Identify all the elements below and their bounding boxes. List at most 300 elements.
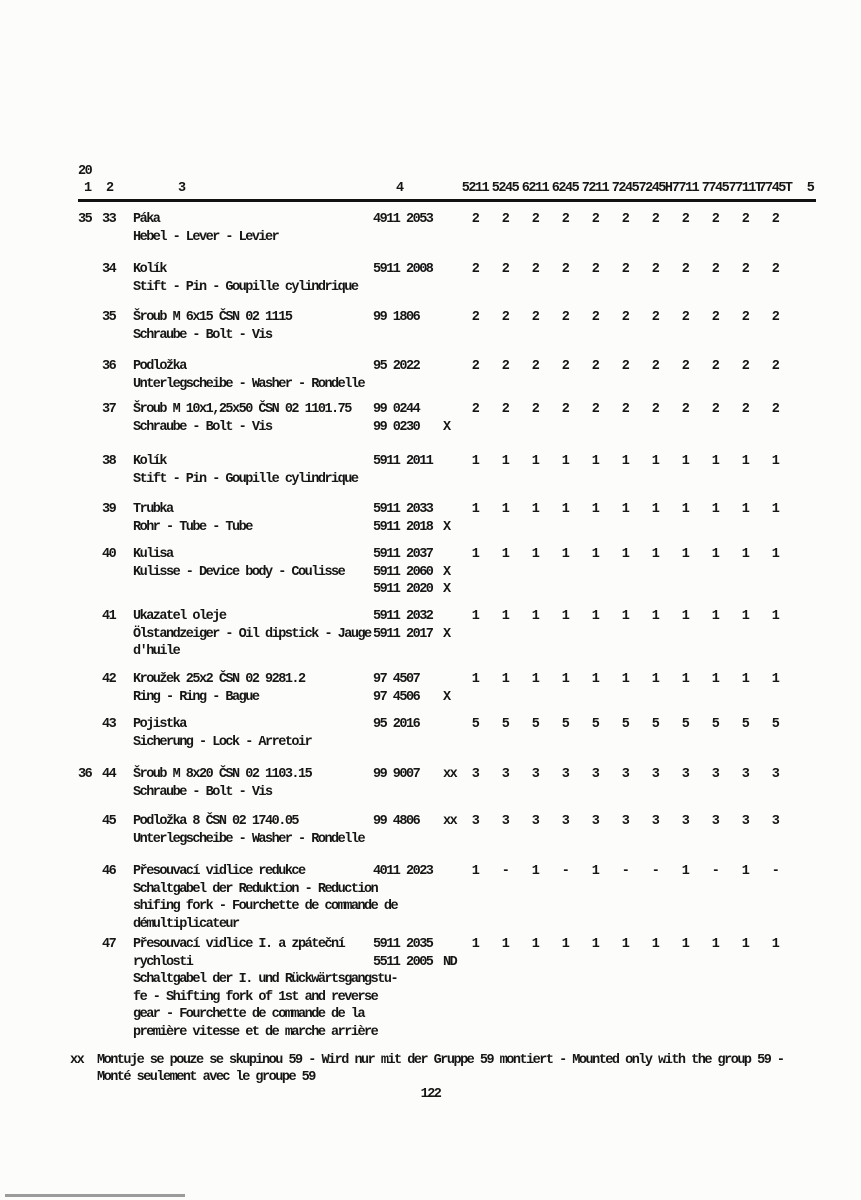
quantity-columns	[460, 716, 790, 734]
part-number-column	[373, 608, 460, 643]
quantity-cell: 2	[771, 212, 779, 227]
footnote-mark: xx	[70, 1053, 84, 1068]
part-mark	[435, 211, 460, 229]
part-number-column	[373, 501, 460, 536]
part-line	[373, 766, 460, 784]
description-column	[133, 546, 373, 581]
quantity-cell: 1	[711, 502, 719, 517]
quantity-cell: 1	[741, 609, 749, 624]
quantity-cell: 1	[621, 609, 629, 624]
table-row	[78, 671, 790, 706]
quantity-cell: 3	[651, 767, 659, 782]
item-number: 40	[102, 547, 116, 562]
quantity-cell: 1	[471, 502, 479, 517]
description-column	[133, 608, 373, 661]
part-mark	[435, 863, 460, 881]
quantity-cell: 5	[741, 717, 749, 732]
quantity-cell: 1	[531, 547, 539, 562]
description-line: Sicherung - Lock - Arretoir	[133, 734, 312, 750]
quantity-cell: 1	[471, 547, 479, 562]
quantity-cell: 3	[621, 767, 629, 782]
part-line	[373, 401, 460, 419]
quantity-cell: -	[501, 864, 509, 879]
quantity-cell: 1	[651, 672, 659, 687]
quantity-columns	[460, 358, 790, 376]
quantity-cell: 5	[621, 717, 629, 732]
quantity-cell: -	[711, 864, 719, 879]
part-mark	[435, 501, 460, 519]
item-number: 39	[102, 502, 116, 517]
quantity-cell: 3	[561, 767, 569, 782]
part-mark: X	[443, 689, 450, 705]
part-number-column	[373, 358, 460, 376]
quantity-cell: 1	[621, 937, 629, 952]
quantity-cell: 1	[561, 547, 569, 562]
description-line: d'huile	[133, 644, 180, 659]
quantity-cell: 2	[741, 212, 749, 227]
quantity-cell: 1	[561, 672, 569, 687]
quantity-cell: -	[771, 864, 779, 879]
part-line	[373, 863, 460, 881]
part-line	[373, 716, 460, 734]
part-line	[373, 608, 460, 626]
item-number: 35	[102, 310, 116, 325]
quantity-cell: 5	[651, 717, 659, 732]
quantity-cell: 1	[471, 454, 479, 469]
table-row	[78, 863, 790, 933]
quantity-cell: 2	[471, 212, 479, 227]
quantity-cell: 2	[741, 359, 749, 374]
part-mark	[435, 401, 460, 419]
quantity-columns	[460, 261, 790, 279]
part-number: 99 1806	[373, 310, 420, 325]
item-number: 38	[102, 454, 116, 469]
quantity-cell: 5	[561, 717, 569, 732]
quantity-cell: 5	[471, 717, 479, 732]
description-line: Unterlegscheibe - Washer - Rondelle	[133, 831, 365, 847]
description-line: rychlosti	[133, 954, 193, 970]
model-header: 5211	[461, 181, 489, 196]
quantity-columns	[460, 766, 790, 784]
quantity-columns	[460, 608, 790, 626]
quantity-cell: 2	[591, 212, 599, 227]
quantity-cell: 1	[741, 502, 749, 517]
quantity-cell: 5	[681, 717, 689, 732]
description-line: Trubka	[133, 502, 173, 517]
quantity-cell: 1	[591, 937, 599, 952]
quantity-cell: 1	[501, 937, 509, 952]
quantity-cell: 2	[741, 310, 749, 325]
quantity-cell: 1	[621, 672, 629, 687]
quantity-cell: 1	[501, 672, 509, 687]
quantity-cell: 3	[501, 767, 509, 782]
description-column	[133, 211, 373, 246]
quantity-cell: 3	[741, 767, 749, 782]
part-mark: xx	[443, 767, 457, 782]
description-line: Přesouvací vidlice I. a zpáteční	[133, 937, 345, 952]
quantity-cell: 1	[681, 454, 689, 469]
quantity-cell: 2	[711, 359, 719, 374]
quantity-cell: 2	[741, 262, 749, 277]
description-column	[133, 766, 373, 801]
quantity-cell: 1	[651, 609, 659, 624]
quantity-cell: 1	[771, 502, 779, 517]
part-mark: X	[443, 519, 450, 535]
quantity-cell: 2	[681, 402, 689, 417]
part-number-column	[373, 766, 460, 784]
description-line: Schraube - Bolt - Vis	[133, 327, 272, 343]
description-column	[133, 401, 373, 436]
quantity-cell: 2	[711, 310, 719, 325]
quantity-cell: 2	[561, 262, 569, 277]
quantity-cell: 5	[591, 717, 599, 732]
quantity-cell: -	[561, 864, 569, 879]
quantity-cell: 3	[741, 814, 749, 829]
model-header: 6245	[551, 181, 579, 196]
part-number: 5911 2033	[373, 502, 433, 517]
part-number-column	[373, 671, 460, 706]
column-header-3: 3	[178, 181, 185, 196]
quantity-cell: 1	[471, 864, 479, 879]
quantity-cell: 3	[591, 814, 599, 829]
quantity-cell: 3	[501, 814, 509, 829]
description-line: shifing fork - Fourchette de commande de	[133, 899, 398, 914]
part-number-column	[373, 401, 460, 436]
model-header: 7711	[671, 181, 699, 196]
part-number-column	[373, 261, 460, 279]
table-row	[78, 936, 790, 1041]
description-column	[133, 309, 373, 344]
quantity-cell: 1	[681, 502, 689, 517]
quantity-cell: 1	[621, 547, 629, 562]
quantity-cell: 5	[501, 717, 509, 732]
column-header-2: 2	[106, 181, 113, 196]
part-number: 95 2016	[373, 717, 420, 732]
quantity-cell: 2	[471, 359, 479, 374]
quantity-cell: 2	[561, 402, 569, 417]
quantity-cell: 2	[531, 359, 539, 374]
quantity-columns	[460, 211, 790, 229]
part-number: 99 0244	[373, 402, 420, 417]
quantity-cell: 1	[621, 454, 629, 469]
column-header-4: 4	[396, 181, 403, 196]
part-line	[373, 453, 460, 471]
quantity-columns	[460, 936, 790, 954]
part-line	[373, 309, 460, 327]
description-column	[133, 813, 373, 848]
part-mark: X	[443, 582, 450, 597]
quantity-cell: 2	[621, 310, 629, 325]
quantity-cell: 2	[501, 359, 509, 374]
quantity-cell: 1	[501, 547, 509, 562]
quantity-cell: 1	[471, 609, 479, 624]
model-header: 7245	[611, 181, 639, 196]
scan-artifact-line	[5, 1194, 185, 1197]
model-header: 6211	[521, 181, 549, 196]
footnote-line-2: Monté seulement avec le groupe 59	[97, 1070, 315, 1085]
part-line	[373, 501, 460, 519]
part-mark	[435, 936, 460, 954]
quantity-cell: 1	[651, 547, 659, 562]
quantity-cell: 1	[711, 609, 719, 624]
quantity-cell: 3	[711, 814, 719, 829]
description-line: Kolík	[133, 454, 167, 469]
item-number: 34	[102, 262, 116, 277]
quantity-cell: 2	[531, 402, 539, 417]
description-line: Kolík	[133, 262, 167, 277]
part-number-column	[373, 211, 460, 229]
footnote-line-1: Montuje se pouze se skupinou 59 - Wird nur mit der Gruppe 59 montiert - Mounted only with the group 59 -	[97, 1053, 784, 1068]
description-line: Šroub M 8x20 ČSN 02 1103.15	[133, 767, 312, 782]
quantity-cell: 2	[621, 402, 629, 417]
column-header-5: 5	[806, 181, 814, 196]
quantity-cell: 2	[471, 402, 479, 417]
quantity-cell: 2	[471, 310, 479, 325]
part-number: 5911 2060	[373, 564, 433, 580]
description-line: Rohr - Tube - Tube	[133, 519, 252, 535]
description-line: Podložka	[133, 359, 186, 374]
quantity-cell: 1	[681, 609, 689, 624]
quantity-cell: 1	[741, 864, 749, 879]
quantity-cell: 1	[531, 672, 539, 687]
quantity-columns	[460, 453, 790, 471]
quantity-cell: 1	[561, 454, 569, 469]
description-line: Schaltgabel der Reduktion - Reduction	[133, 881, 378, 897]
table-row	[78, 261, 790, 296]
description-line: Přesouvací vidlice redukce	[133, 864, 305, 879]
quantity-columns	[460, 671, 790, 689]
model-headers	[460, 180, 790, 198]
part-number: 5911 2017	[373, 626, 433, 642]
quantity-cell: 2	[651, 310, 659, 325]
quantity-cell: 2	[531, 212, 539, 227]
description-line: Stift - Pin - Goupille cylindrique	[133, 279, 358, 295]
table-row	[78, 309, 790, 344]
part-mark	[435, 261, 460, 279]
quantity-cell: 2	[501, 212, 509, 227]
part-line	[373, 546, 460, 564]
quantity-cell: 1	[501, 609, 509, 624]
quantity-cell: 1	[471, 672, 479, 687]
quantity-cell: 1	[621, 502, 629, 517]
part-number-column	[373, 546, 460, 599]
quantity-cell: 2	[711, 402, 719, 417]
quantity-cell: 1	[681, 864, 689, 879]
part-line	[373, 626, 460, 644]
description-line: première vitesse et de marche arrière	[133, 1024, 378, 1040]
part-line	[373, 564, 460, 582]
description-column	[133, 936, 398, 1041]
part-number-column	[373, 936, 460, 971]
quantity-cell: 1	[771, 454, 779, 469]
quantity-cell: 1	[771, 937, 779, 952]
part-number: 99 0230	[373, 419, 420, 435]
part-number-column	[373, 813, 460, 831]
quantity-cell: 3	[711, 767, 719, 782]
quantity-cell: 2	[771, 310, 779, 325]
quantity-cell: 1	[771, 672, 779, 687]
quantity-cell: 2	[621, 212, 629, 227]
quantity-cell: 1	[651, 937, 659, 952]
quantity-cell: -	[651, 864, 659, 879]
quantity-columns	[460, 401, 790, 419]
part-number: 5911 2020	[373, 582, 433, 597]
description-line: Schaltgabel der I. und Rückwärtsgangstu-	[133, 972, 398, 987]
part-number: 97 4507	[373, 672, 420, 687]
quantity-cell: 2	[681, 310, 689, 325]
part-number: 97 4506	[373, 689, 420, 705]
description-line: Podložka 8 ČSN 02 1740.05	[133, 814, 299, 829]
quantity-cell: 3	[561, 814, 569, 829]
description-line: Ölstandzeiger - Oil dipstick - Jauge	[133, 626, 371, 642]
item-number: 36	[102, 359, 116, 374]
part-number: 99 9007	[373, 767, 420, 782]
part-number: 95 2022	[373, 359, 420, 374]
description-line: Páka	[133, 212, 160, 227]
part-mark	[435, 671, 460, 689]
quantity-cell: 1	[561, 609, 569, 624]
part-line	[373, 581, 460, 599]
part-line	[373, 954, 460, 972]
quantity-cell: 2	[591, 310, 599, 325]
part-mark	[435, 608, 460, 626]
part-number: 4011 2023	[373, 864, 433, 879]
quantity-cell: 1	[591, 547, 599, 562]
quantity-cell: 2	[471, 262, 479, 277]
quantity-cell: 1	[771, 547, 779, 562]
quantity-cell: 1	[681, 937, 689, 952]
quantity-cell: 2	[741, 402, 749, 417]
quantity-cell: 1	[501, 502, 509, 517]
part-mark: X	[443, 626, 450, 642]
quantity-cell: 3	[651, 814, 659, 829]
quantity-cell: 1	[741, 547, 749, 562]
part-mark	[435, 453, 460, 471]
quantity-cell: 2	[771, 359, 779, 374]
table-row	[78, 501, 790, 536]
part-number: 99 4806	[373, 814, 420, 829]
part-mark: ND	[443, 954, 457, 970]
description-column	[133, 716, 373, 751]
description-line: Kulisa	[133, 547, 173, 562]
part-line	[373, 419, 460, 437]
quantity-cell: 3	[471, 814, 479, 829]
description-line: Schraube - Bolt - Vis	[133, 419, 272, 435]
table-row	[78, 358, 790, 393]
group-column-value: 35	[78, 212, 92, 227]
quantity-cell: 1	[501, 454, 509, 469]
quantity-cell: 2	[561, 310, 569, 325]
part-number: 4911 2053	[373, 212, 433, 227]
model-header: 7711T	[728, 181, 762, 196]
part-number: 5911 2037	[373, 547, 433, 562]
quantity-cell: 1	[591, 864, 599, 879]
description-line: Unterlegscheibe - Washer - Rondelle	[133, 376, 365, 392]
item-number: 42	[102, 672, 116, 687]
quantity-cell: 2	[621, 262, 629, 277]
quantity-cell: 2	[651, 402, 659, 417]
part-number: 5911 2018	[373, 519, 433, 535]
quantity-cell: 1	[651, 502, 659, 517]
part-line	[373, 519, 460, 537]
quantity-cell: 2	[681, 359, 689, 374]
table-row	[78, 401, 790, 436]
quantity-cell: 3	[771, 767, 779, 782]
item-number: 47	[102, 937, 116, 952]
item-number: 45	[102, 814, 116, 829]
group-column-value: 36	[78, 767, 92, 782]
quantity-cell: 1	[471, 937, 479, 952]
part-line	[373, 671, 460, 689]
model-header: 7745T	[758, 181, 792, 196]
quantity-cell: 1	[741, 937, 749, 952]
quantity-cell: 1	[531, 454, 539, 469]
part-line	[373, 936, 460, 954]
quantity-cell: 3	[591, 767, 599, 782]
description-line: démultiplicateur	[133, 916, 239, 932]
description-line: Kroužek 25x2 ČSN 02 9281.2	[133, 672, 305, 687]
quantity-cell: 1	[591, 454, 599, 469]
quantity-columns	[460, 863, 790, 881]
model-header: 7245H	[638, 181, 672, 196]
part-mark: xx	[443, 814, 457, 829]
quantity-cell: 1	[651, 454, 659, 469]
quantity-cell: 1	[561, 937, 569, 952]
quantity-cell: 1	[711, 672, 719, 687]
quantity-cell: 5	[531, 717, 539, 732]
part-number: 5911 2032	[373, 609, 433, 624]
quantity-cell: 5	[771, 717, 779, 732]
quantity-cell: 1	[591, 502, 599, 517]
group-number: 20	[78, 164, 92, 179]
quantity-cell: 3	[471, 767, 479, 782]
quantity-cell: 1	[681, 672, 689, 687]
description-line: Ukazatel oleje	[133, 609, 226, 624]
page-number: 122	[420, 1087, 441, 1102]
quantity-columns	[460, 546, 790, 564]
description-line: Stift - Pin - Goupille cylindrique	[133, 471, 358, 487]
table-row	[78, 716, 790, 751]
quantity-cell: 1	[591, 609, 599, 624]
item-number: 46	[102, 864, 116, 879]
quantity-cell: 1	[531, 864, 539, 879]
part-mark	[435, 546, 460, 564]
description-line: Šroub M 6x15 ČSN 02 1115	[133, 310, 292, 325]
quantity-cell: 2	[501, 402, 509, 417]
quantity-cell: 3	[771, 814, 779, 829]
description-line: Ring - Ring - Bague	[133, 689, 259, 705]
item-number: 43	[102, 717, 116, 732]
part-number: 5911 2035	[373, 937, 433, 952]
quantity-cell: 5	[711, 717, 719, 732]
quantity-columns	[460, 813, 790, 831]
table-row	[78, 546, 790, 599]
quantity-cell: 1	[561, 502, 569, 517]
part-number-column	[373, 863, 460, 881]
quantity-cell: 2	[681, 212, 689, 227]
part-mark: X	[443, 564, 450, 580]
header-rule	[78, 199, 816, 202]
part-line	[373, 358, 460, 376]
part-line	[373, 211, 460, 229]
description-column	[133, 358, 373, 393]
description-column	[133, 671, 373, 706]
part-mark	[435, 309, 460, 327]
description-column	[133, 863, 398, 933]
quantity-cell: 1	[741, 454, 749, 469]
quantity-cell: 2	[501, 310, 509, 325]
quantity-cell: 2	[651, 359, 659, 374]
